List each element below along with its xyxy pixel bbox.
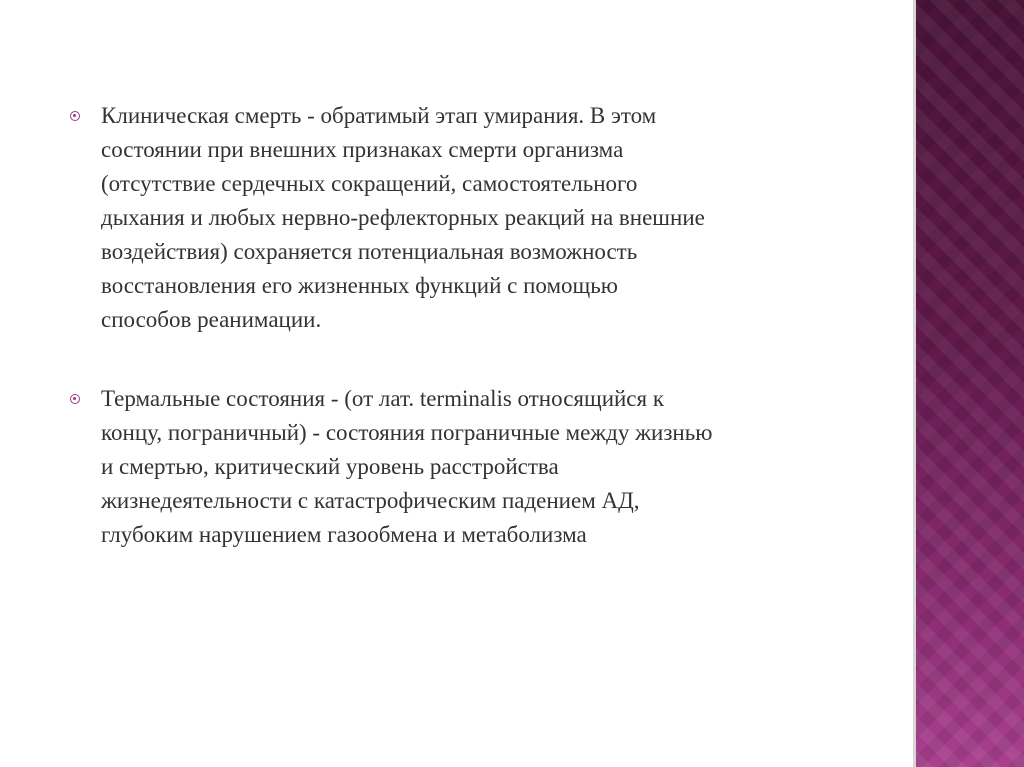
bullet-line: Клиническая смерть - обратимый этап умирания. В этом xyxy=(101,103,657,128)
bullet-line: дыхания и любых нервно-рефлекторных реакций на внешние xyxy=(101,205,705,230)
bullet-line: жизнедеятельности с катастрофическим падением АД, xyxy=(101,488,640,513)
bullet-line: состоянии при внешних признаках смерти организма xyxy=(101,137,624,162)
bullet-item-clinical-death xyxy=(70,99,870,337)
bullet-line: способов реанимации. xyxy=(101,307,322,332)
bullet-line: концу, пограничный) - состояния пограничные между жизнью xyxy=(101,420,713,445)
bullet-line: восстановления его жизненных функций с помощью xyxy=(101,273,618,298)
circle-bullet-icon xyxy=(70,394,80,404)
decorative-side-band xyxy=(916,0,1024,767)
bullet-line: глубоким нарушением газообмена и метаболизма xyxy=(101,522,587,547)
bullet-line: воздействия) сохраняется потенциальная возможность xyxy=(101,239,638,264)
bullet-item-terminal-states xyxy=(70,382,870,552)
bullet-line: (отсутствие сердечных сокращений, самостоятельного xyxy=(101,171,638,196)
circle-bullet-icon xyxy=(70,111,80,121)
bullet-line: Термальные состояния - (от лат. terminalis относящийся к xyxy=(101,386,665,411)
bullet-line: и смертью, критический уровень расстройства xyxy=(101,454,559,479)
bullet-list xyxy=(70,99,870,552)
